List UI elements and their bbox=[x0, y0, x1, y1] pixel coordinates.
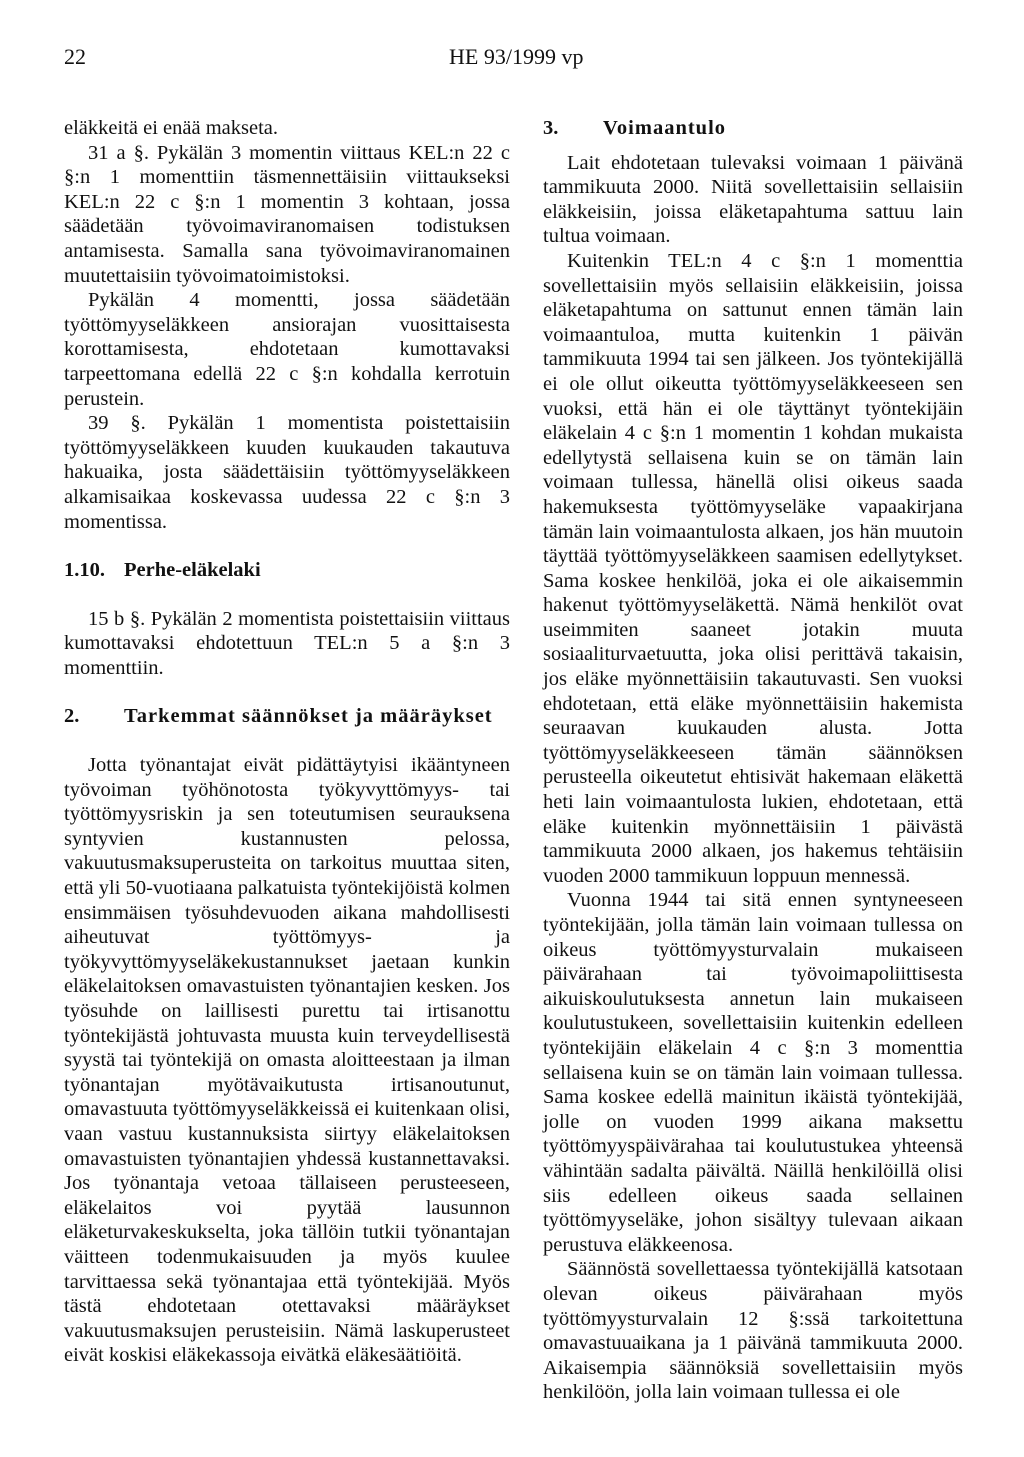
section-title: Perhe-eläkelaki bbox=[124, 559, 261, 582]
section-number: 1.10. bbox=[64, 559, 105, 582]
page-number: 22 bbox=[64, 44, 86, 69]
paragraph: Kuitenkin TEL:n 4 c §:n 1 momenttia sovellettaisiin myös sellaisiin eläkkeisiin, joissa eläketapahtuma on sattunut ennen tämän lain voimaantuloa, mutta kuitenkin 1 päivän tammikuuta 1994 tai sen jälkeen. Jos työntekijällä ei ole ollut oikeutta työttömyyseläkkeeseen sen vuoksi, että hän ei ole täyttänyt työntekijäin eläkelain 4 c §:n 1 momentin 1 kohdan mukaista edellytystä sellaisena kuin se on tämän lain voimaan tullessa, hänellä olisi oikeus saada hakemuksesta työttömyyseläke vapaakirjana tämän lain voimaantulosta alkaen, jos hän muutoin täyttää työttömyyseläkkeen saamisen edellytykset. Sama koskee henkilöä, joka ei ole aikaisemmin hakenut työttömyyseläkettä. Nämä henkilöt ovat useimmiten saaneet jotakin muuta sosiaaliturvaetuutta, joka olisi perittävä takaisin, jos eläke myönnettäisiin takautuvasti. Sen vuoksi ehdotetaan, että eläke myönnettäisiin hakemista seuraavan kuukauden alusta. Jotta työttömyyseläkkeeseen tämän säännöksen perusteella oikeutetut ehtisivät hakemaan eläkettä heti lain voimaantulosta lukien, ehdotetaan, että eläke kuitenkin myönnettäisiin 1 päivästä tammikuuta 2000 alkaen, jos hakemus tehtäisiin vuoden 2000 tammikuun loppuun mennessä. bbox=[543, 249, 963, 887]
paragraph: Vuonna 1944 tai sitä ennen syntyneeseen työntekijään, jolla tämän lain voimaan tullessa on oikeus työttömyysturvalain mukaiseen päivärahaan tai työvoimapoliittisesta aikuiskoulutuksesta annetun lain mukaiseen koulutustukeen, sovellettaisiin kuitenkin edelleen työntekijäin eläkelain 4 c §:n 3 momenttia sellaisena kuin se on tämän lain voimaan tullessa. Sama koskee edellä mainitun ikäistä työntekijää, jolle on vuoden 1999 aikana maksettu työttömyyspäivärahaa tai koulutustukea yhteensä vähintään sadalta päivältä. Näillä henkilöillä olisi siis edelleen oikeus saada sellainen työttömyyseläke, johon sisältyy tulevaan aikaan perustuva eläkkeenosa. bbox=[543, 889, 963, 1256]
paragraph: Lait ehdotetaan tulevaksi voimaan 1 päivänä tammikuuta 2000. Niitä sovellettaisiin sellaisiin eläkkeisiin, joissa eläketapahtuma sattuu lain tultua voimaan. bbox=[543, 151, 963, 248]
section-heading bbox=[543, 116, 963, 141]
right-column bbox=[543, 116, 963, 1405]
paragraph: eläkkeitä ei enää makseta. bbox=[64, 117, 278, 139]
paragraph: 31 a §. Pykälän 3 momentin viittaus KEL:n 22 c §:n 1 momenttiin täsmennettäisiin viittaukseksi KEL:n 22 c §:n 1 momentin 3 kohtaan, jossa säädetään työvoimaviranomaisen todistuksen antamisesta. Samalla sana työvoimaviranomainen muutettaisiin työvoimatoimistoksi. bbox=[64, 141, 510, 287]
paragraph: Jotta työnantajat eivät pidättäytyisi ikääntyneen työvoiman työhönotosta työkyvyttömyys- tai työttömyysriskin ja sen toteutumisen seurauksena syntyvien kustannusten pelossa, vakuutusmaksuperusteita on tarkoitus muuttaa siten, että yli 50-vuotiaana palkatuista työntekijöistä kolmen ensimmäisen työsuhdevuoden aikana mahdollisesti aiheutuvat työttömyys- ja työkyvyttömyyseläkekustannukset jaetaan kunkin eläkelaitoksen omavastuisten työnantajien kesken. Jos työsuhde on laillisesti purettu tai irtisanottu työntekijästä johtuvasta muusta kuin terveydellisestä syystä tai työntekijä on omasta aloitteestaan ja ilman työnantajan myötävaikutusta irtisanoutunut, omavastuuta työttömyyseläkkeissä ei kuitenkaan olisi, vaan vastuu kustannuksista siirtyy eläkelaitoksen omavastuisten työnantajien yhdessä kustannettavaksi. Jos työnantaja vetoaa tällaiseen perusteeseen, eläkelaitos voi pyytää lausunnon eläketurvakeskukselta, joka tällöin tutkii työnantajan väitteen todenmukaisuuden ja myös kuulee tarvittaessa sekä työnantajaa että työntekijää. Myös tästä ehdotetaan otettavaksi määräykset vakuutusmaksujen perusteisiin. Nämä laskuperusteet eivät koskisi eläkekassoja eivätkä eläkesäätiöitä. bbox=[64, 754, 510, 1367]
section-title: Tarkemmat säännökset ja määräykset bbox=[124, 705, 493, 728]
section-title: Voimaantulo bbox=[603, 117, 727, 139]
left-column bbox=[64, 116, 510, 1368]
section-number: 3. bbox=[543, 117, 559, 139]
section-heading bbox=[64, 704, 510, 729]
paragraph: 39 §. Pykälän 1 momentista poistettaisiin työttömyyseläkkeen kuuden kuukauden takautuva hakuaika, josta säädettäisiin työttömyyseläkkeen alkamisaikaa koskevassa uudessa 22 c §:n 3 momentissa. bbox=[64, 412, 510, 533]
section-heading bbox=[64, 558, 510, 583]
paragraph: 15 b §. Pykälän 2 momentista poistettaisiin viittaus kumottavaksi ehdotettuun TEL:n 5 a §:n 3 momenttiin. bbox=[64, 607, 510, 679]
section-number: 2. bbox=[64, 705, 80, 728]
paragraph: Pykälän 4 momentti, jossa säädetään työttömyyseläkkeen ansiorajan vuosittaisesta korottamisesta, ehdotetaan kumottavaksi tarpeettomana edellä 22 c §:n kohdalla kerrotuin perustein. bbox=[64, 289, 510, 410]
document-id: HE 93/1999 vp bbox=[449, 44, 584, 69]
paragraph: Säännöstä sovellettaessa työntekijällä katsotaan olevan oikeus päivärahaan myös työttömyysturvalain 12 §:ssä tarkoitettuna omavastuuaikana ja 1 päivänä tammikuuta 2000. Aikaisempia säännöksiä sovellettaisiin myös henkilöön, jolla lain voimaan tullessa ei ole bbox=[543, 1258, 963, 1404]
